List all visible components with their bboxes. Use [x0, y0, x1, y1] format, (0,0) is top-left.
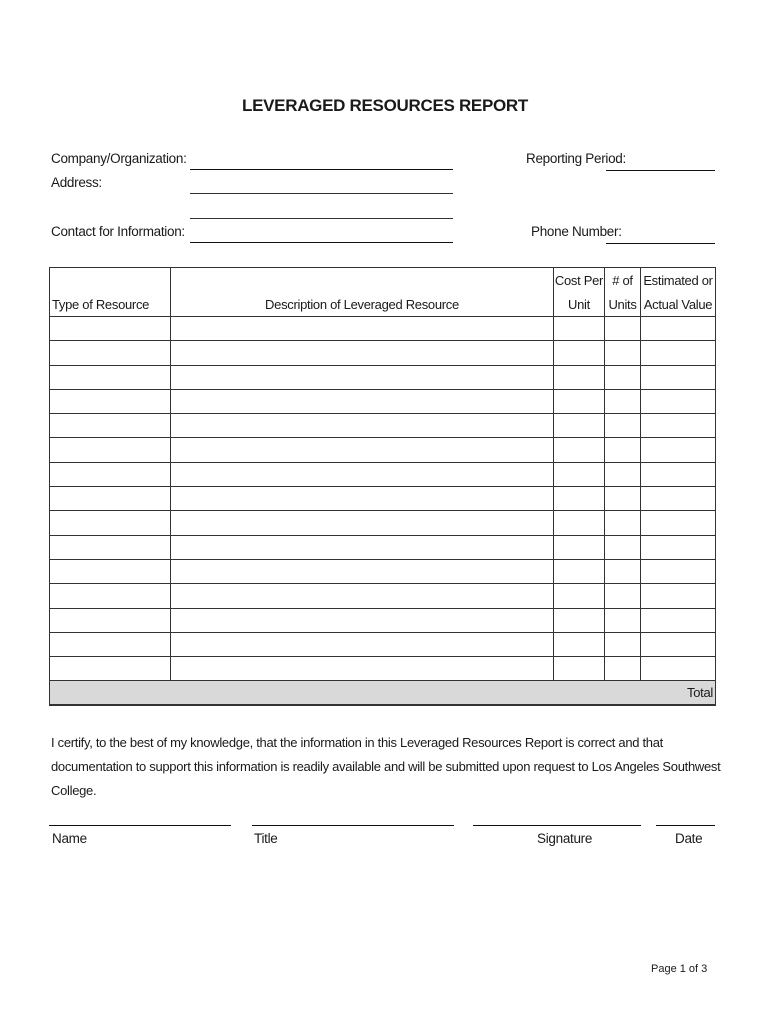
type-of-resource-cell[interactable]	[50, 511, 171, 535]
type-of-resource-cell[interactable]	[50, 341, 171, 365]
cost-per-unit-cell[interactable]	[554, 559, 605, 583]
total-label: Total	[50, 681, 716, 706]
cost-per-unit-header-bottom: Unit	[554, 292, 605, 317]
value-cell[interactable]	[641, 559, 716, 583]
type-of-resource-header: Type of Resource	[50, 292, 171, 317]
units-cell[interactable]	[605, 462, 641, 486]
type-of-resource-cell[interactable]	[50, 584, 171, 608]
type-of-resource-cell[interactable]	[50, 487, 171, 511]
address-label: Address:	[51, 175, 102, 190]
name-label: Name	[52, 831, 87, 846]
cost-per-unit-cell[interactable]	[554, 414, 605, 438]
signature-line[interactable]	[473, 811, 641, 826]
table-row	[50, 535, 716, 559]
value-cell[interactable]	[641, 487, 716, 511]
cost-per-unit-cell[interactable]	[554, 535, 605, 559]
units-cell[interactable]	[605, 632, 641, 656]
table-row	[50, 584, 716, 608]
value-cell[interactable]	[641, 632, 716, 656]
total-row	[50, 681, 716, 706]
value-cell[interactable]	[641, 511, 716, 535]
contact-field[interactable]	[190, 226, 453, 243]
value-cell[interactable]	[641, 608, 716, 632]
contact-label: Contact for Information:	[51, 224, 185, 239]
type-of-resource-cell[interactable]	[50, 365, 171, 389]
units-cell[interactable]	[605, 535, 641, 559]
table-row	[50, 511, 716, 535]
type-of-resource-cell[interactable]	[50, 535, 171, 559]
units-cell[interactable]	[605, 341, 641, 365]
cost-per-unit-cell[interactable]	[554, 632, 605, 656]
description-cell[interactable]	[171, 341, 554, 365]
title-line[interactable]	[252, 811, 454, 826]
value-cell[interactable]	[641, 462, 716, 486]
phone-label: Phone Number:	[531, 224, 622, 239]
cost-per-unit-cell[interactable]	[554, 487, 605, 511]
type-header-spacer	[50, 268, 171, 293]
units-cell[interactable]	[605, 608, 641, 632]
description-cell[interactable]	[171, 511, 554, 535]
units-cell[interactable]	[605, 584, 641, 608]
value-cell[interactable]	[641, 438, 716, 462]
table-row	[50, 632, 716, 656]
value-cell[interactable]	[641, 389, 716, 413]
units-cell[interactable]	[605, 559, 641, 583]
table-row	[50, 414, 716, 438]
table-row	[50, 317, 716, 341]
description-cell[interactable]	[171, 657, 554, 681]
type-of-resource-cell[interactable]	[50, 317, 171, 341]
table-row	[50, 608, 716, 632]
units-cell[interactable]	[605, 657, 641, 681]
cost-per-unit-cell[interactable]	[554, 317, 605, 341]
value-header-top: Estimated or	[641, 268, 716, 293]
value-cell[interactable]	[641, 535, 716, 559]
cost-per-unit-cell[interactable]	[554, 608, 605, 632]
value-cell[interactable]	[641, 657, 716, 681]
value-cell[interactable]	[641, 341, 716, 365]
table-row	[50, 365, 716, 389]
type-of-resource-cell[interactable]	[50, 462, 171, 486]
type-of-resource-cell[interactable]	[50, 559, 171, 583]
value-cell[interactable]	[641, 414, 716, 438]
units-cell[interactable]	[605, 389, 641, 413]
address-field-line-1[interactable]	[190, 177, 453, 194]
description-cell[interactable]	[171, 584, 554, 608]
table-row	[50, 438, 716, 462]
page-number: Page 1 of 3	[651, 963, 708, 975]
description-cell[interactable]	[171, 632, 554, 656]
units-cell[interactable]	[605, 365, 641, 389]
units-cell[interactable]	[605, 511, 641, 535]
description-cell[interactable]	[171, 608, 554, 632]
description-cell[interactable]	[171, 317, 554, 341]
phone-field[interactable]	[606, 227, 715, 244]
cost-per-unit-cell[interactable]	[554, 341, 605, 365]
type-of-resource-cell[interactable]	[50, 657, 171, 681]
table-header-row-top	[50, 268, 716, 293]
title-label: Title	[254, 831, 278, 846]
cost-per-unit-cell[interactable]	[554, 584, 605, 608]
description-cell[interactable]	[171, 535, 554, 559]
value-cell[interactable]	[641, 584, 716, 608]
cost-per-unit-cell[interactable]	[554, 657, 605, 681]
name-line[interactable]	[49, 811, 231, 826]
resources-table	[49, 267, 716, 706]
cost-per-unit-cell[interactable]	[554, 389, 605, 413]
description-cell[interactable]	[171, 389, 554, 413]
table-row	[50, 559, 716, 583]
description-header: Description of Leveraged Resource	[171, 292, 554, 317]
cost-per-unit-cell[interactable]	[554, 365, 605, 389]
units-header-top: # of	[605, 268, 641, 293]
date-line[interactable]	[656, 811, 715, 826]
certification-statement: I certify, to the best of my knowledge, that the information in this Leveraged Resources Report is correct and that documentation to support this information is readily available and will be submitted upon request to Los Angeles Southwest College.	[51, 735, 721, 798]
cost-per-unit-header-top: Cost Per	[554, 268, 605, 293]
description-cell[interactable]	[171, 559, 554, 583]
type-of-resource-cell[interactable]	[50, 414, 171, 438]
table-row	[50, 487, 716, 511]
value-header-bottom: Actual Value	[641, 292, 716, 317]
units-header-bottom: Units	[605, 292, 641, 317]
table-row	[50, 341, 716, 365]
table-row	[50, 389, 716, 413]
cost-per-unit-cell[interactable]	[554, 438, 605, 462]
company-field[interactable]	[190, 153, 453, 170]
description-cell[interactable]	[171, 487, 554, 511]
units-cell[interactable]	[605, 487, 641, 511]
description-cell[interactable]	[171, 414, 554, 438]
report-title: LEVERAGED RESOURCES REPORT	[242, 96, 528, 115]
cost-per-unit-cell[interactable]	[554, 462, 605, 486]
units-cell[interactable]	[605, 414, 641, 438]
company-label: Company/Organization:	[51, 151, 187, 166]
value-cell[interactable]	[641, 317, 716, 341]
table-row	[50, 657, 716, 681]
description-cell[interactable]	[171, 438, 554, 462]
value-cell[interactable]	[641, 365, 716, 389]
units-cell[interactable]	[605, 317, 641, 341]
description-cell[interactable]	[171, 462, 554, 486]
type-of-resource-cell[interactable]	[50, 632, 171, 656]
type-of-resource-cell[interactable]	[50, 608, 171, 632]
type-of-resource-cell[interactable]	[50, 389, 171, 413]
reporting-period-label: Reporting Period:	[526, 151, 626, 166]
description-cell[interactable]	[171, 365, 554, 389]
signature-label: Signature	[537, 831, 593, 846]
date-label: Date	[675, 831, 703, 846]
cost-per-unit-cell[interactable]	[554, 511, 605, 535]
table-row	[50, 462, 716, 486]
units-cell[interactable]	[605, 438, 641, 462]
reporting-period-field[interactable]	[606, 154, 715, 171]
address-field-line-2[interactable]	[190, 202, 453, 219]
description-header-spacer	[171, 268, 554, 293]
table-header-row-bottom	[50, 292, 716, 317]
type-of-resource-cell[interactable]	[50, 438, 171, 462]
